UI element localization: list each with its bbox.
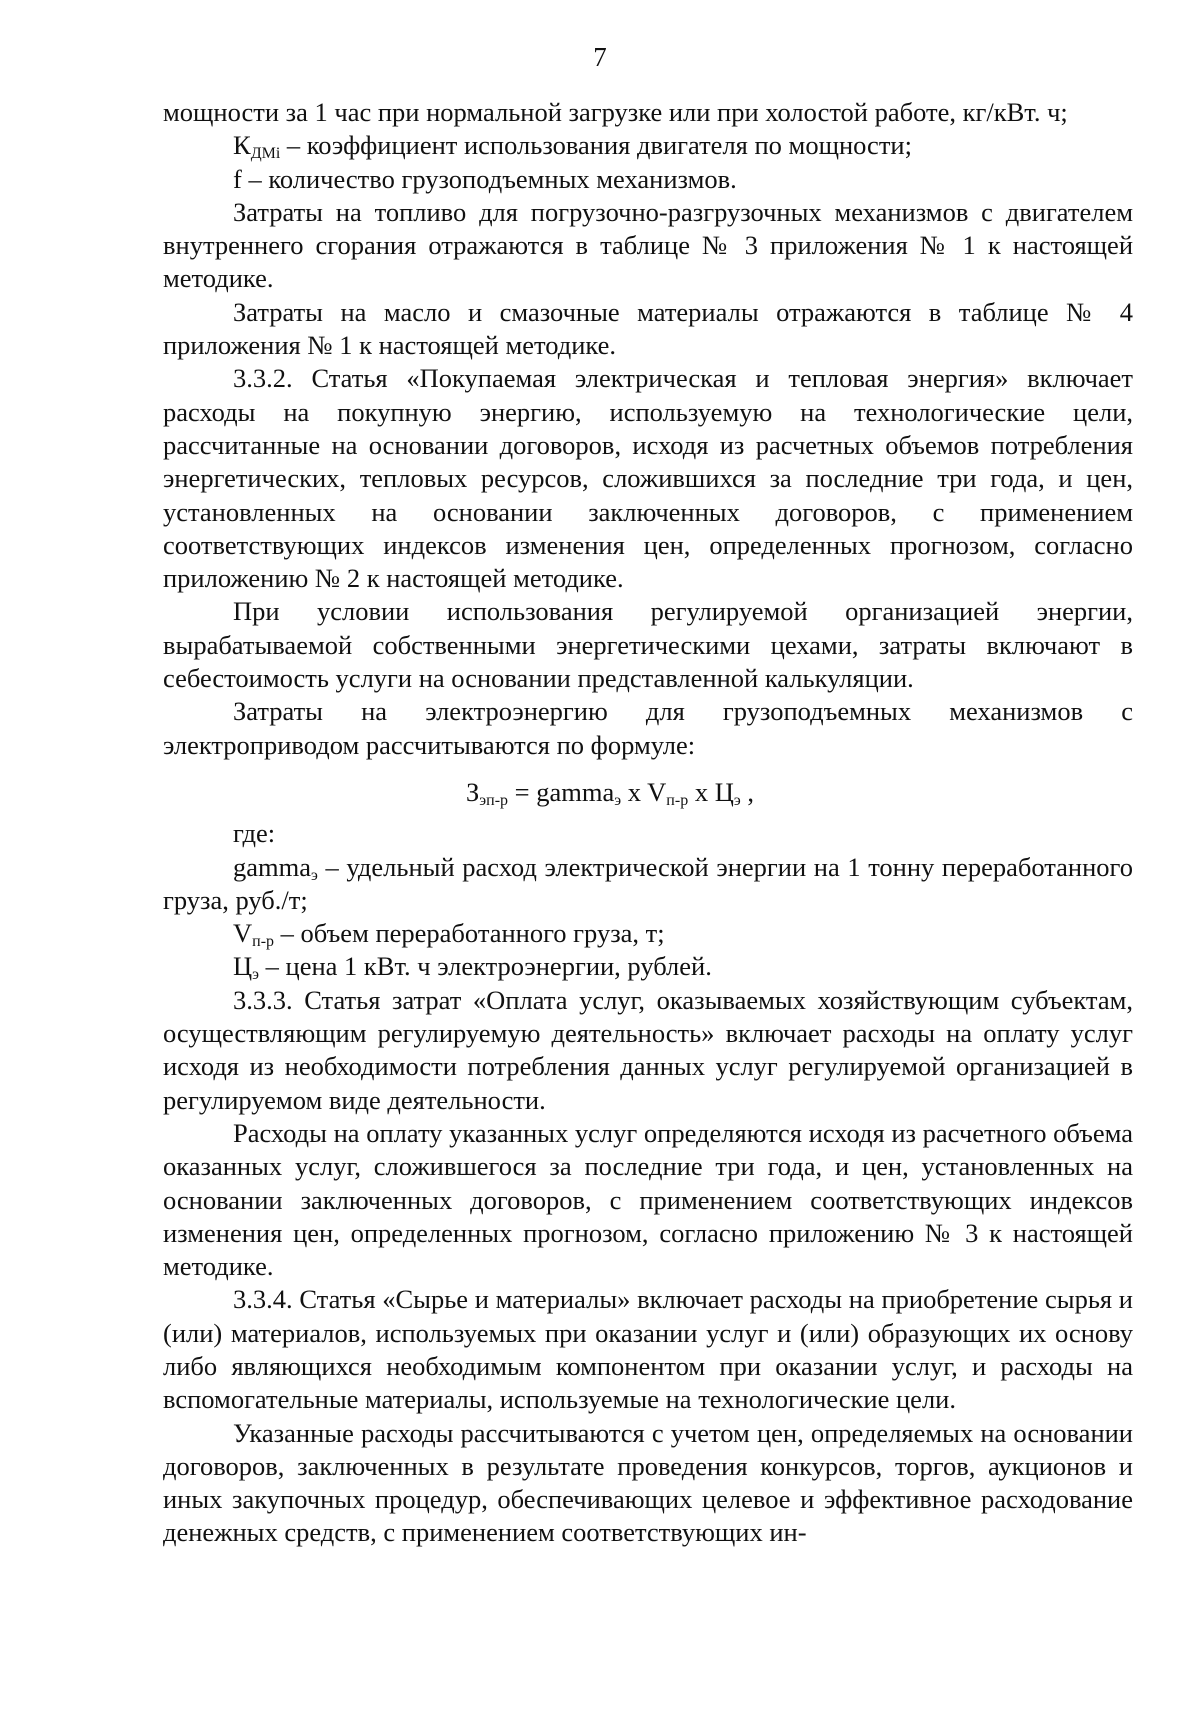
paragraph-electricity-costs: Затраты на электроэнергию для грузоподъемных механизмов с электроприводом рассчитываются по формуле: [163, 696, 1133, 760]
document-body [163, 96, 1133, 1550]
paragraph-oil-costs: Затраты на масло и смазочные материалы отражаются в таблице № 4 приложения № 1 к настоящей методике. [163, 296, 1133, 361]
formula-lhs-subscript: эп-р [479, 791, 509, 809]
formula-lhs: З [466, 776, 480, 807]
paragraph-services-costs: Расходы на оплату указанных услуг определяются исходя из расчетного объема оказанных услуг, сложившегося за последние три года, и цен, установленных на основании заключенных договоров, с применением соответствующих индексов изменения цен, определенных прогнозом, согласно приложению № 3 к настоящей методике. [163, 1117, 1133, 1282]
formula-gamma-subscript: э [614, 791, 622, 809]
paragraph-3-3-4: 3.3.4. Статья «Сырье и материалы» включает расходы на приобретение сырья и (или) материалов, используемых при оказании услуг и (или) образующих их основу либо являющихся необходимым компонентом при оказании услуг, и расходы на вспомогательные материалы, используемые на технологические цели. [163, 1284, 1133, 1415]
def-volume-symbol: V [233, 918, 253, 949]
paragraph-3-3-2: 3.3.2. Статья «Покупаемая электрическая и тепловая энергия» включает расходы на покупную энергию, используемую на технологические цели, рассчитанные на основании договоров, исходя из расчетных объемов потребления энергетических, тепловых ресурсов, сложившихся за последние три года, и цен, установленных на основании заключенных договоров, с применением соответствующих индексов изменения цен, определенных прогнозом, согласно приложению № 2 к настоящей методике. [163, 363, 1133, 594]
definition-gamma [163, 851, 1133, 918]
definition-f: f – количество грузоподъемных механизмов. [233, 163, 737, 194]
formula-price: x Ц [688, 776, 734, 807]
formula-volume-subscript: п-р [666, 791, 689, 809]
paragraph-3-3-3: 3.3.3. Статья затрат «Оплата услуг, оказываемых хозяйствующим субъектам, осуществляющим регулируемую деятельность» включает расходы на оплату услуг исходя из необходимости потребления данных услуг регулируемой организацией в регулируемом виде деятельности. [163, 984, 1133, 1115]
text-line-fuel-rate-unit: мощности за 1 час при нормальной загрузке или при холостой работе, кг/кВт. ч; [163, 97, 1068, 127]
def-gamma-symbol: gamma [233, 851, 311, 882]
def-gamma-subscript: э [311, 866, 318, 884]
paragraph-prices: Указанные расходы рассчитываются с учетом цен, определяемых на основании договоров, заключенных в результате проведения конкурсов, торгов, аукционов и иных закупочных процедур, обеспечивающих целевое и эффективное расходование денежных средств, с применением соответствующих ин- [163, 1417, 1133, 1548]
definition-kdm-text: – коэффициент использования двигателя по мощности; [280, 130, 912, 161]
symbol-k: К [233, 130, 251, 161]
paragraph-own-energy: При условии использования регулируемой организацией энергии, вырабатываемой собственными энергетическими цехами, затраты включают в себестоимость услуги на основании представленной калькуляции. [163, 596, 1133, 694]
symbol-k-subscript: ДМi [250, 145, 281, 163]
def-price-text: – цена 1 кВт. ч электроэнергии, рублей. [259, 951, 712, 982]
paragraph-fuel-costs: Затраты на топливо для погрузочно-разгрузочных механизмов с двигателем внутреннего сгорания отражаются в таблице № 3 приложения № 1 к настоящей методике. [163, 196, 1133, 294]
definition-volume [163, 917, 1133, 950]
formula-gamma: = gamma [508, 776, 615, 807]
formula-volume: x V [621, 776, 667, 807]
def-price-symbol: Ц [233, 951, 253, 982]
label-where: где: [233, 818, 276, 849]
formula-electricity [163, 776, 1133, 809]
def-gamma-text: – удельный расход электрической энергии на 1 тонну переработанного груза, руб./т; [163, 851, 1133, 915]
definition-kdm [163, 129, 1133, 162]
def-volume-subscript: п-р [252, 933, 275, 951]
def-price-subscript: э [252, 966, 260, 984]
page-number: 7 [593, 42, 607, 72]
formula-price-subscript: э [733, 791, 741, 809]
definition-price [163, 950, 1133, 983]
formula-tail: , [740, 776, 754, 807]
def-volume-text: – объем переработанного груза, т; [274, 918, 665, 949]
